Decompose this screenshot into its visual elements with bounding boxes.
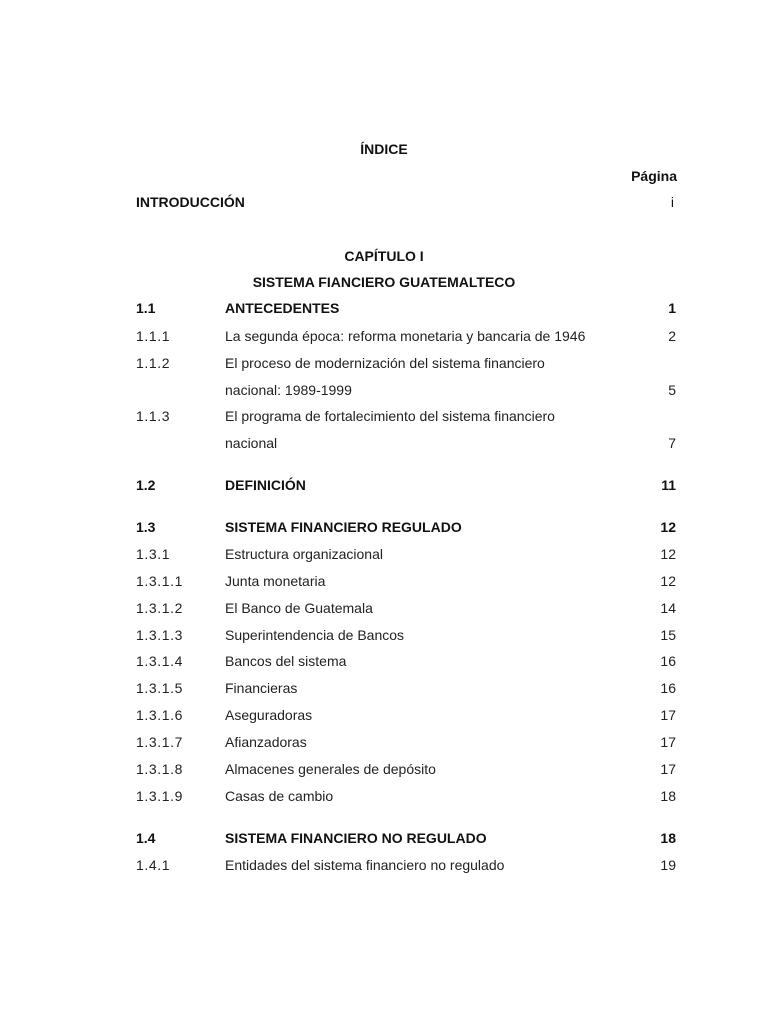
- chapter-label: CAPÍTULO I: [344, 248, 424, 264]
- entry-page: 17: [660, 707, 676, 723]
- introduction-page: i: [670, 194, 674, 210]
- toc-entry: [136, 475, 676, 495]
- toc-entry: [136, 759, 676, 779]
- entry-number: 1.3.1: [136, 546, 171, 562]
- toc-entry: [136, 651, 676, 671]
- entry-title: Almacenes generales de depósito: [225, 761, 436, 777]
- entry-page: 1: [668, 300, 676, 316]
- entry-number: 1.3.1.5: [136, 680, 184, 696]
- entry-number: 1.1.2: [136, 355, 171, 371]
- toc-entry: [136, 786, 676, 806]
- entry-title-continuation: nacional: 1989-1999: [225, 382, 352, 398]
- entry-number: 1.3: [136, 519, 156, 535]
- entry-title: Estructura organizacional: [225, 546, 383, 562]
- toc-entry: [136, 678, 676, 698]
- entry-page: 12: [660, 519, 676, 535]
- entry-title: Entidades del sistema financiero no regulado: [225, 857, 505, 873]
- entry-number: 1.3.1.8: [136, 761, 184, 777]
- entry-number: 1.1.3: [136, 408, 171, 424]
- entry-page: 14: [660, 600, 676, 616]
- entry-title: Afianzadoras: [225, 734, 307, 750]
- entry-page: 12: [660, 573, 676, 589]
- entry-page: 18: [660, 788, 676, 804]
- entry-title: ANTECEDENTES: [225, 300, 340, 316]
- entry-number: 1.3.1.1: [136, 573, 184, 589]
- entry-number: 1.3.1.9: [136, 788, 184, 804]
- entry-title: Superintendencia de Bancos: [225, 627, 405, 643]
- toc-entry: [136, 598, 676, 618]
- entry-number: 1.3.1.6: [136, 707, 184, 723]
- toc-entry: [136, 828, 676, 848]
- toc-entry: [136, 406, 676, 426]
- toc-entry: [136, 732, 676, 752]
- toc-entry: [136, 855, 676, 875]
- toc-entry: [136, 544, 676, 564]
- entry-title: Casas de cambio: [225, 788, 334, 804]
- entry-number: 1.3.1.3: [136, 627, 184, 643]
- entry-title: El Banco de Guatemala: [225, 600, 373, 616]
- entry-page: 17: [660, 734, 676, 750]
- entry-page: 16: [660, 680, 676, 696]
- toc-entry-continuation: [136, 380, 676, 400]
- entry-page: 16: [660, 653, 676, 669]
- entry-number: 1.4.1: [136, 857, 171, 873]
- entry-title: Financieras: [225, 680, 298, 696]
- entry-title: Junta monetaria: [225, 573, 326, 589]
- entry-title: Aseguradoras: [225, 707, 313, 723]
- entry-number: 1.1: [136, 300, 156, 316]
- chapter-title: SISTEMA FIANCIERO GUATEMALTECO: [252, 274, 516, 290]
- entry-title: Bancos del sistema: [225, 653, 347, 669]
- entry-title-continuation: nacional: [225, 435, 278, 451]
- toc-entry: [136, 517, 676, 537]
- entry-title: La segunda época: reforma monetaria y bancaria de 1946: [225, 328, 586, 344]
- entry-page: 5: [668, 382, 676, 398]
- entry-page: 19: [660, 857, 676, 873]
- toc-entry: [136, 298, 676, 318]
- index-heading: ÍNDICE: [360, 141, 408, 157]
- entry-number: 1.1.1: [136, 328, 171, 344]
- toc-entry: [136, 625, 676, 645]
- toc-entry: [136, 571, 676, 591]
- entry-title: El proceso de modernización del sistema financiero: [225, 355, 545, 371]
- page-column-label: Página: [631, 168, 677, 184]
- entry-title: DEFINICIÓN: [225, 477, 306, 493]
- entry-page: 15: [660, 627, 676, 643]
- entry-title: El programa de fortalecimiento del sistema financiero: [225, 408, 555, 424]
- toc-entry: [136, 353, 676, 373]
- introduction-entry: [136, 192, 676, 212]
- entry-page: 18: [660, 830, 676, 846]
- toc-entry: [136, 705, 676, 725]
- entry-page: 12: [660, 546, 676, 562]
- toc-entry: [136, 326, 676, 346]
- entry-title: SISTEMA FINANCIERO NO REGULADO: [225, 830, 487, 846]
- toc-entry-continuation: [136, 433, 676, 453]
- entry-number: 1.2: [136, 477, 156, 493]
- entry-page: 7: [668, 435, 676, 451]
- entry-title: SISTEMA FINANCIERO REGULADO: [225, 519, 462, 535]
- entry-number: 1.3.1.4: [136, 653, 184, 669]
- introduction-title: INTRODUCCIÓN: [136, 194, 245, 210]
- entry-page: 17: [660, 761, 676, 777]
- entry-number: 1.3.1.2: [136, 600, 184, 616]
- entry-number: 1.3.1.7: [136, 734, 184, 750]
- entry-number: 1.4: [136, 830, 156, 846]
- entry-page: 2: [668, 328, 676, 344]
- entry-page: 11: [661, 477, 676, 493]
